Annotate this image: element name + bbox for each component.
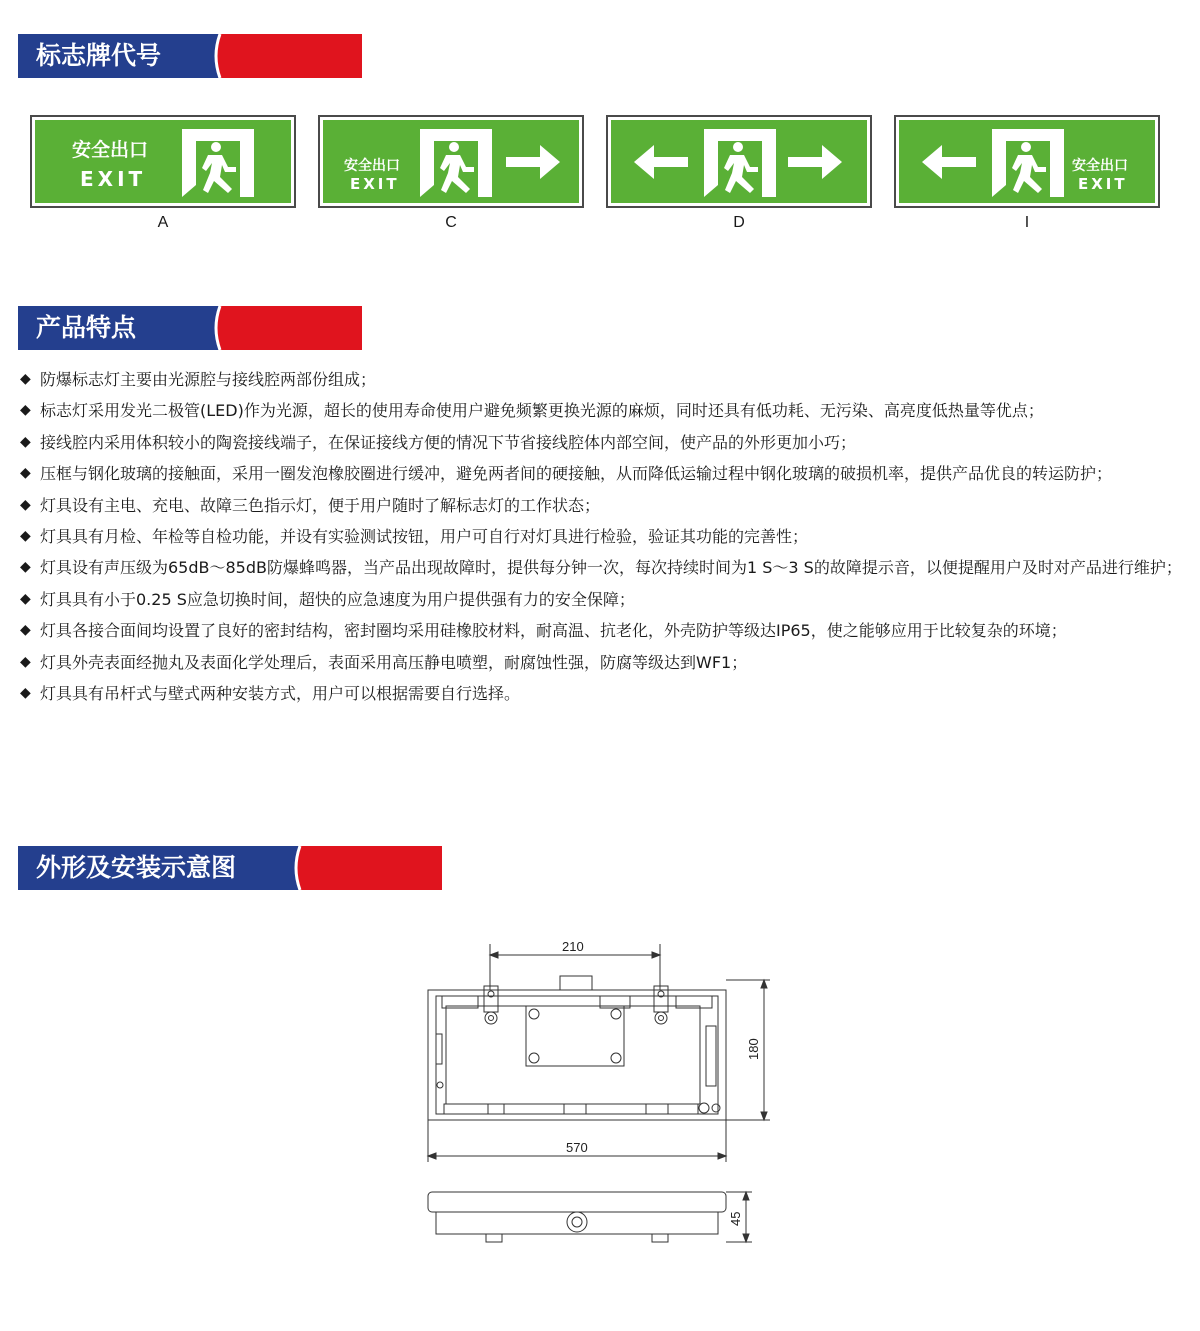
installation-drawing <box>400 930 780 1260</box>
diamond-bullet-icon: ◆ <box>20 496 31 513</box>
header-red-bar <box>226 306 362 350</box>
dimension-label-180: 180 <box>746 1038 761 1060</box>
sign-en-text: EXIT <box>80 167 147 191</box>
sign-cn-text: 安全出口 <box>1072 158 1128 174</box>
sign-cn-text: 安全出口 <box>72 139 149 161</box>
diamond-bullet-icon: ◆ <box>20 653 31 670</box>
sign-en-text: EXIT <box>350 175 400 193</box>
section-title: 外形及安装示意图 <box>18 846 298 890</box>
header-divider <box>208 306 228 350</box>
diamond-bullet-icon: ◆ <box>20 528 31 545</box>
list-item: ◆ 灯具具有小于0.25 S应急切换时间，超快的应急速度为用户提供强有力的安全保障； <box>20 584 1190 615</box>
section-title: 标志牌代号 <box>18 34 218 78</box>
list-item: ◆ 灯具具有吊杆式与壁式两种安装方式，用户可以根据需要自行选择。 <box>20 678 1190 709</box>
running-man-icon <box>700 125 780 201</box>
arrow-right-icon <box>506 143 562 181</box>
diamond-bullet-icon: ◆ <box>20 402 31 419</box>
sign-cn-text: 安全出口 <box>344 158 400 174</box>
list-item: ◆ 防爆标志灯主要由光源腔与接线腔两部份组成； <box>20 364 1190 395</box>
list-item: ◆ 灯具各接合面间均设置了良好的密封结构，密封圈均采用硅橡胶材料，耐高温、抗老化，外壳防护等级达IP65，使之能够应用于比较复杂的环境； <box>20 615 1190 646</box>
running-man-icon <box>988 125 1068 201</box>
diamond-bullet-icon: ◆ <box>20 685 31 702</box>
list-item: ◆ 压框与钢化玻璃的接触面，采用一圈发泡橡胶圈进行缓冲，避免两者间的硬接触，从而降低运输过程中钢化玻璃的破损机率，提供产品优良的转运防护； <box>20 458 1190 489</box>
section-header-features <box>18 306 362 350</box>
header-divider <box>288 846 308 890</box>
dimension-label-45: 45 <box>728 1211 743 1226</box>
diamond-bullet-icon: ◆ <box>20 433 31 450</box>
diamond-bullet-icon: ◆ <box>20 371 31 387</box>
sign-a <box>30 115 296 208</box>
sign-code: A <box>157 214 169 231</box>
arrow-left-icon <box>632 143 688 181</box>
list-item: ◆ 灯具设有主电、充电、故障三色指示灯，便于用户随时了解标志灯的工作状态； <box>20 490 1190 521</box>
section-header-drawing <box>18 846 442 890</box>
header-red-bar <box>226 34 362 78</box>
arrow-left-icon <box>920 143 976 181</box>
sign-c <box>318 115 584 208</box>
diamond-bullet-icon: ◆ <box>20 590 31 607</box>
list-item: ◆ 灯具外壳表面经抛丸及表面化学处理后，表面采用高压静电喷塑，耐腐蚀性强，防腐等级达到WF1； <box>20 647 1190 678</box>
list-item: ◆ 灯具设有声压级为65dB～85dB防爆蜂鸣器，当产品出现故障时，提供每分钟一次，每次持续时间为1 S～3 S的故障提示音，以便提醒用户及时对产品进行维护； <box>20 552 1190 583</box>
sign-d <box>606 115 872 208</box>
list-item: ◆ 灯具具有月检、年检等自检功能，并设有实验测试按钮，用户可自行对灯具进行检验，验证其功能的完善性； <box>20 521 1190 552</box>
list-item: ◆ 接线腔内采用体积较小的陶瓷接线端子，在保证接线方便的情况下节省接线腔体内部空间，使产品的外形更加小巧； <box>20 427 1190 458</box>
header-divider <box>208 34 228 78</box>
diamond-bullet-icon: ◆ <box>20 622 31 639</box>
section-header-sign-codes <box>18 34 362 78</box>
list-item: ◆ 标志灯采用发光二极管(LED)作为光源，超长的使用寿命使用户避免频繁更换光源的麻烦，同时还具有低功耗、无污染、高亮度低热量等优点； <box>20 395 1190 426</box>
diamond-bullet-icon: ◆ <box>20 559 31 576</box>
diamond-bullet-icon: ◆ <box>20 465 31 482</box>
sign-code: D <box>733 214 745 231</box>
header-red-bar <box>306 846 442 890</box>
running-man-icon <box>416 125 496 201</box>
sign-i <box>894 115 1160 208</box>
dimension-label-570: 570 <box>566 1140 588 1155</box>
dimension-label-210: 210 <box>562 939 584 954</box>
arrow-right-icon <box>788 143 844 181</box>
sign-code: C <box>445 214 457 231</box>
sign-code: I <box>1024 214 1030 231</box>
feature-list <box>20 364 1190 709</box>
running-man-icon <box>178 125 258 201</box>
sign-en-text: EXIT <box>1078 175 1128 193</box>
section-title: 产品特点 <box>18 306 218 350</box>
